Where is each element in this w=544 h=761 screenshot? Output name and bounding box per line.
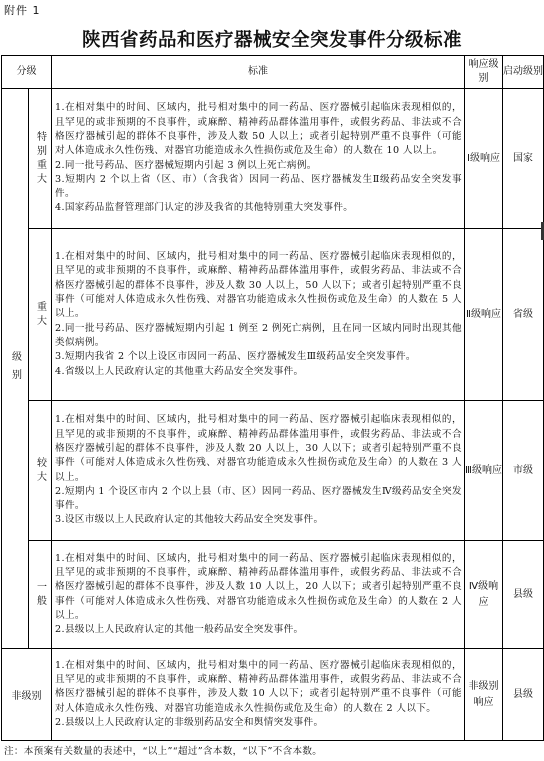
response-level-cell: [465, 89, 503, 229]
criteria-cell: [52, 89, 465, 229]
response-level: 非级别响应: [468, 680, 499, 708]
grading-table: [1, 55, 544, 741]
attachment-label: 附件 1: [4, 4, 41, 17]
criteria-cell: [52, 401, 465, 541]
criterion: 1.在相对集中的时间、区域内，批号相对集中的同一药品、医疗器械引起临床表现相似的，且罕见的或非预期的不良事件，或麻醉、精神药品群体滥用事件，或假劣药品、非法或不合格医疗器械引起的群体不良事件，涉及人数 20 人以上，30 人以下；或者引起特别严重不良事件（可能对人体造成永久性伤残、对器官功能造成永久性损伤或危及生命）的人数在 3 人以上。: [55, 414, 462, 483]
criterion: 2.同一批号药品、医疗器械短期内引起 3 例以上死亡病例。: [55, 159, 317, 171]
response-level-cell: [465, 541, 503, 649]
footnote: 注：本预案有关数量的表述中，“以上”“超过”含本数，“以下”不含本数。: [4, 746, 323, 757]
start-level-cell: 市级: [503, 401, 544, 541]
response-level-cell: [465, 401, 503, 541]
header-standard: 标准: [52, 56, 465, 89]
response-level: Ⅳ级响应: [468, 580, 499, 608]
header-response-level: 响应级别: [465, 56, 503, 89]
table-row: [2, 401, 544, 541]
table-row: [2, 89, 544, 229]
level-cell: [29, 401, 52, 541]
table-row: [2, 649, 544, 741]
level-label: 一般: [34, 580, 46, 609]
start-level-cell: 县级: [503, 649, 544, 741]
criteria-cell: [52, 649, 465, 741]
criterion: 4.省级以上人民政府认定的其他重大药品安全突发事件。: [55, 365, 304, 377]
start-level-cell: 县级: [503, 541, 544, 649]
level-cell: 非级别: [2, 649, 52, 741]
header-start-level: 启动级别: [503, 56, 544, 89]
criterion: 1.在相对集中的时间、区域内，批号相对集中的同一药品、医疗器械引起临床表现相似的，且罕见的或非预期的不良事件，或麻醉、精神药品群体滥用事件，或假劣药品、非法或不合格医疗器械引起的群体不良事件，涉及人数 10 人以下；或者引起特别严重不良事件（可能对人体造成永久性伤残、对器官功能造成永久性损伤或危及生命）的人数在 2 人以下。: [55, 659, 462, 714]
level-cell: [29, 541, 52, 649]
header-grade: 分级: [2, 56, 52, 89]
criterion: 3.短期内 2 个以上省（区、市）（含我省）因同一药品、医疗器械发生Ⅱ级药品安全突发事件。: [55, 173, 462, 200]
level-cell: [29, 89, 52, 229]
level-label: 重大: [34, 300, 46, 329]
grading-group-cell: [2, 89, 29, 649]
criteria-cell: [52, 541, 465, 649]
criterion: 2.县级以上人民政府认定的非级别药品安全和舆情突发事件。: [55, 716, 324, 728]
criterion: 2.同一批号药品、医疗器械短期内引起 1 例至 2 例死亡病例，且在同一区域内同时出现其他类似病例。: [55, 322, 462, 348]
level-label: 特别重大: [34, 130, 46, 187]
criterion: 2.短期内 1 个设区市内 2 个以上县（市、区）因同一药品、医疗器械发生Ⅳ级药品安全突发事件。: [55, 485, 462, 512]
criterion: 1.在相对集中的时间、区域内，批号相对集中的同一药品、医疗器械引起临床表现相似的，且罕见的或非预期的不良事件，或麻醉、精神药品群体滥用事件，或假劣药品、非法或不合格医疗器械引起的群体不良事件，涉及人数 30 人以上，50 人以下；或者引起特别严重不良事件（可能对人体造成永久性伤残、对器官功能造成永久性损伤或危及生命）的人数在 5 人以上。: [55, 251, 462, 320]
table-row: [2, 229, 544, 401]
criterion: 3.设区市级以上人民政府认定的其他较大药品安全突发事件。: [55, 514, 324, 526]
criterion: 1.在相对集中的时间、区域内，批号相对集中的同一药品、医疗器械引起临床表现相似的，且罕见的或非预期的不良事件，或麻醉、精神药品群体滥用事件，或假劣药品、非法或不合格医疗器械引起的群体不良事件，涉及人数 10 人以上，20 人以下；或者引起特别严重不良事件（可能对人体造成永久性伤残、对器官功能造成永久性损伤或危及生命）的人数在 2 人以上。: [55, 552, 462, 621]
criterion: 2.县级以上人民政府认定的其他一般药品安全突发事件。: [55, 624, 304, 636]
response-level-cell: [465, 229, 503, 401]
level-cell: [29, 229, 52, 401]
table-header-row: [2, 56, 544, 89]
grading-group-label: 级别: [9, 350, 21, 387]
page-title: 陕西省药品和医疗器械安全突发事件分级标准: [81, 30, 462, 51]
criterion: 3.短期内我省 2 个以上设区市因同一药品、医疗器械发生Ⅲ级药品安全突发事件。: [55, 351, 416, 363]
response-level: Ⅲ级响应: [465, 464, 502, 476]
criteria-cell: [52, 229, 465, 401]
response-level-cell: [465, 649, 503, 741]
response-level: Ⅱ级响应: [466, 308, 501, 320]
response-level: Ⅰ级响应: [467, 152, 500, 164]
start-level-cell: 省级: [503, 229, 544, 401]
criterion: 4.国家药品监督管理部门认定的涉及我省的其他特别重大突发事件。: [55, 202, 354, 214]
level-label: 较大: [34, 456, 46, 485]
criterion: 1.在相对集中的时间、区域内，批号相对集中的同一药品、医疗器械引起临床表现相似的，且罕见的或非预期的不良事件，或麻醉、精神药品群体滥用事件，或假劣药品、非法或不合格医疗器械引起的群体不良事件，涉及人数 50 人以上；或者引起特别严重不良事件（可能对人体造成永久性伤残、对器官功能造成永久性损伤或危及生命）的人数在 10 人以上。: [55, 102, 462, 157]
start-level-cell: 国家: [503, 89, 544, 229]
table-row: [2, 541, 544, 649]
